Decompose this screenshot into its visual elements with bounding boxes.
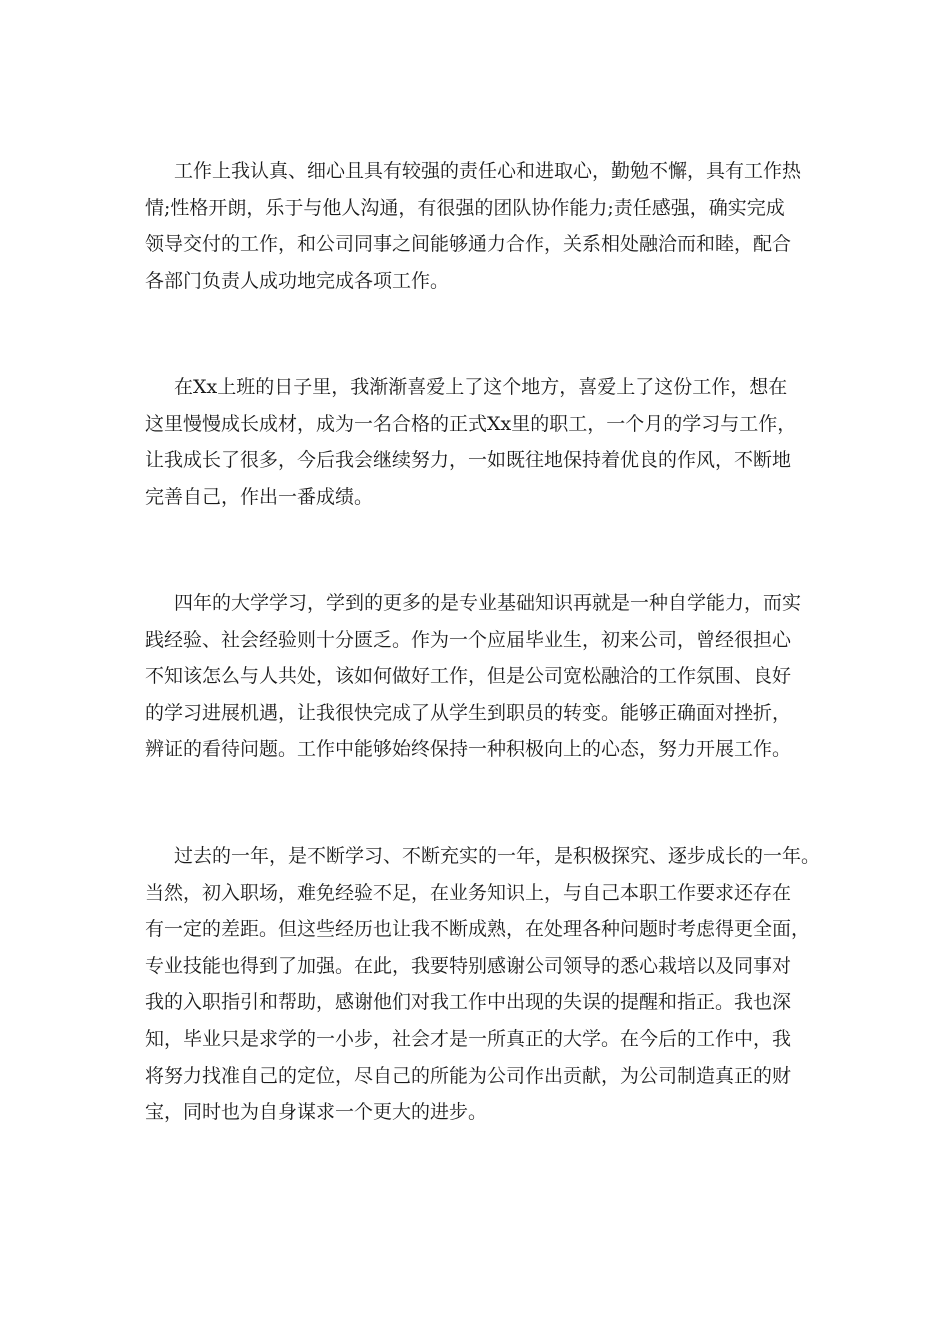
text-line: 将努力找准自己的定位，尽自己的所能为公司作出贡献，为公司制造真正的财 [145,1064,792,1087]
text-line: 知，毕业只是求学的一小步，社会才是一所真正的大学。在今后的工作中，我 [145,1027,792,1050]
text-line: 各部门负责人成功地完成各项工作。 [145,269,450,292]
text-line: 当然，初入职场，难免经验不足，在业务知识上，与自己本职工作要求还存在 [145,881,792,904]
text-line: 不知该怎么与人共处，该如何做好工作，但是公司宽松融洽的工作氛围、良好 [145,665,792,688]
text-line: 践经验、社会经验则十分匮乏。作为一个应届毕业生，初来公司，曾经很担心 [145,628,792,651]
paragraph-university-study [145,585,817,768]
text-line: 宝，同时也为自身谋求一个更大的进步。 [145,1101,488,1124]
text-line: 这里慢慢成长成材，成为一名合格的正式Xx里的职工，一个月的学习与工作， [145,412,797,435]
text-line: 在Xx上班的日子里，我渐渐喜爱上了这个地方，喜爱上了这份工作，想在 [174,376,788,398]
text-line: 领导交付的工作，和公司同事之间能够通力合作，关系相处融洽而和睦，配合 [145,233,792,256]
text-line: 让我成长了很多，今后我会继续努力，一如既往地保持着优良的作风，不断地 [145,449,792,472]
text-line: 我的入职指引和帮助，感谢他们对我工作中出现的失误的提醒和指正。我也深 [145,991,792,1014]
text-line: 的学习进展机遇，让我很快完成了从学生到职员的转变。能够正确面对挫折， [145,701,792,724]
paragraph-company-growth [145,369,817,515]
text-line: 过去的一年，是不断学习、不断充实的一年，是积极探究、逐步成长的一年。 [174,845,821,867]
text-line: 辨证的看待问题。工作中能够始终保持一种积极向上的心态，努力开展工作。 [145,738,792,761]
text-line: 四年的大学学习，学到的更多的是专业基础知识再就是一种自学能力，而实 [174,592,802,614]
paragraph-past-year [145,838,821,1131]
text-line: 专业技能也得到了加强。在此，我要特别感谢公司领导的悉心栽培以及同事对 [145,954,792,977]
text-line: 情;性格开朗，乐于与他人沟通，有很强的团队协作能力;责任感强，确实完成 [145,196,785,219]
text-line: 完善自己，作出一番成绩。 [145,485,374,508]
text-line: 有一定的差距。但这些经历也让我不断成熟，在处理各种问题时考虑得更全面， [145,918,811,941]
paragraph-work-attitude [145,153,817,299]
text-line: 工作上我认真、细心且具有较强的责任心和进取心，勤勉不懈，具有工作热 [174,160,802,182]
